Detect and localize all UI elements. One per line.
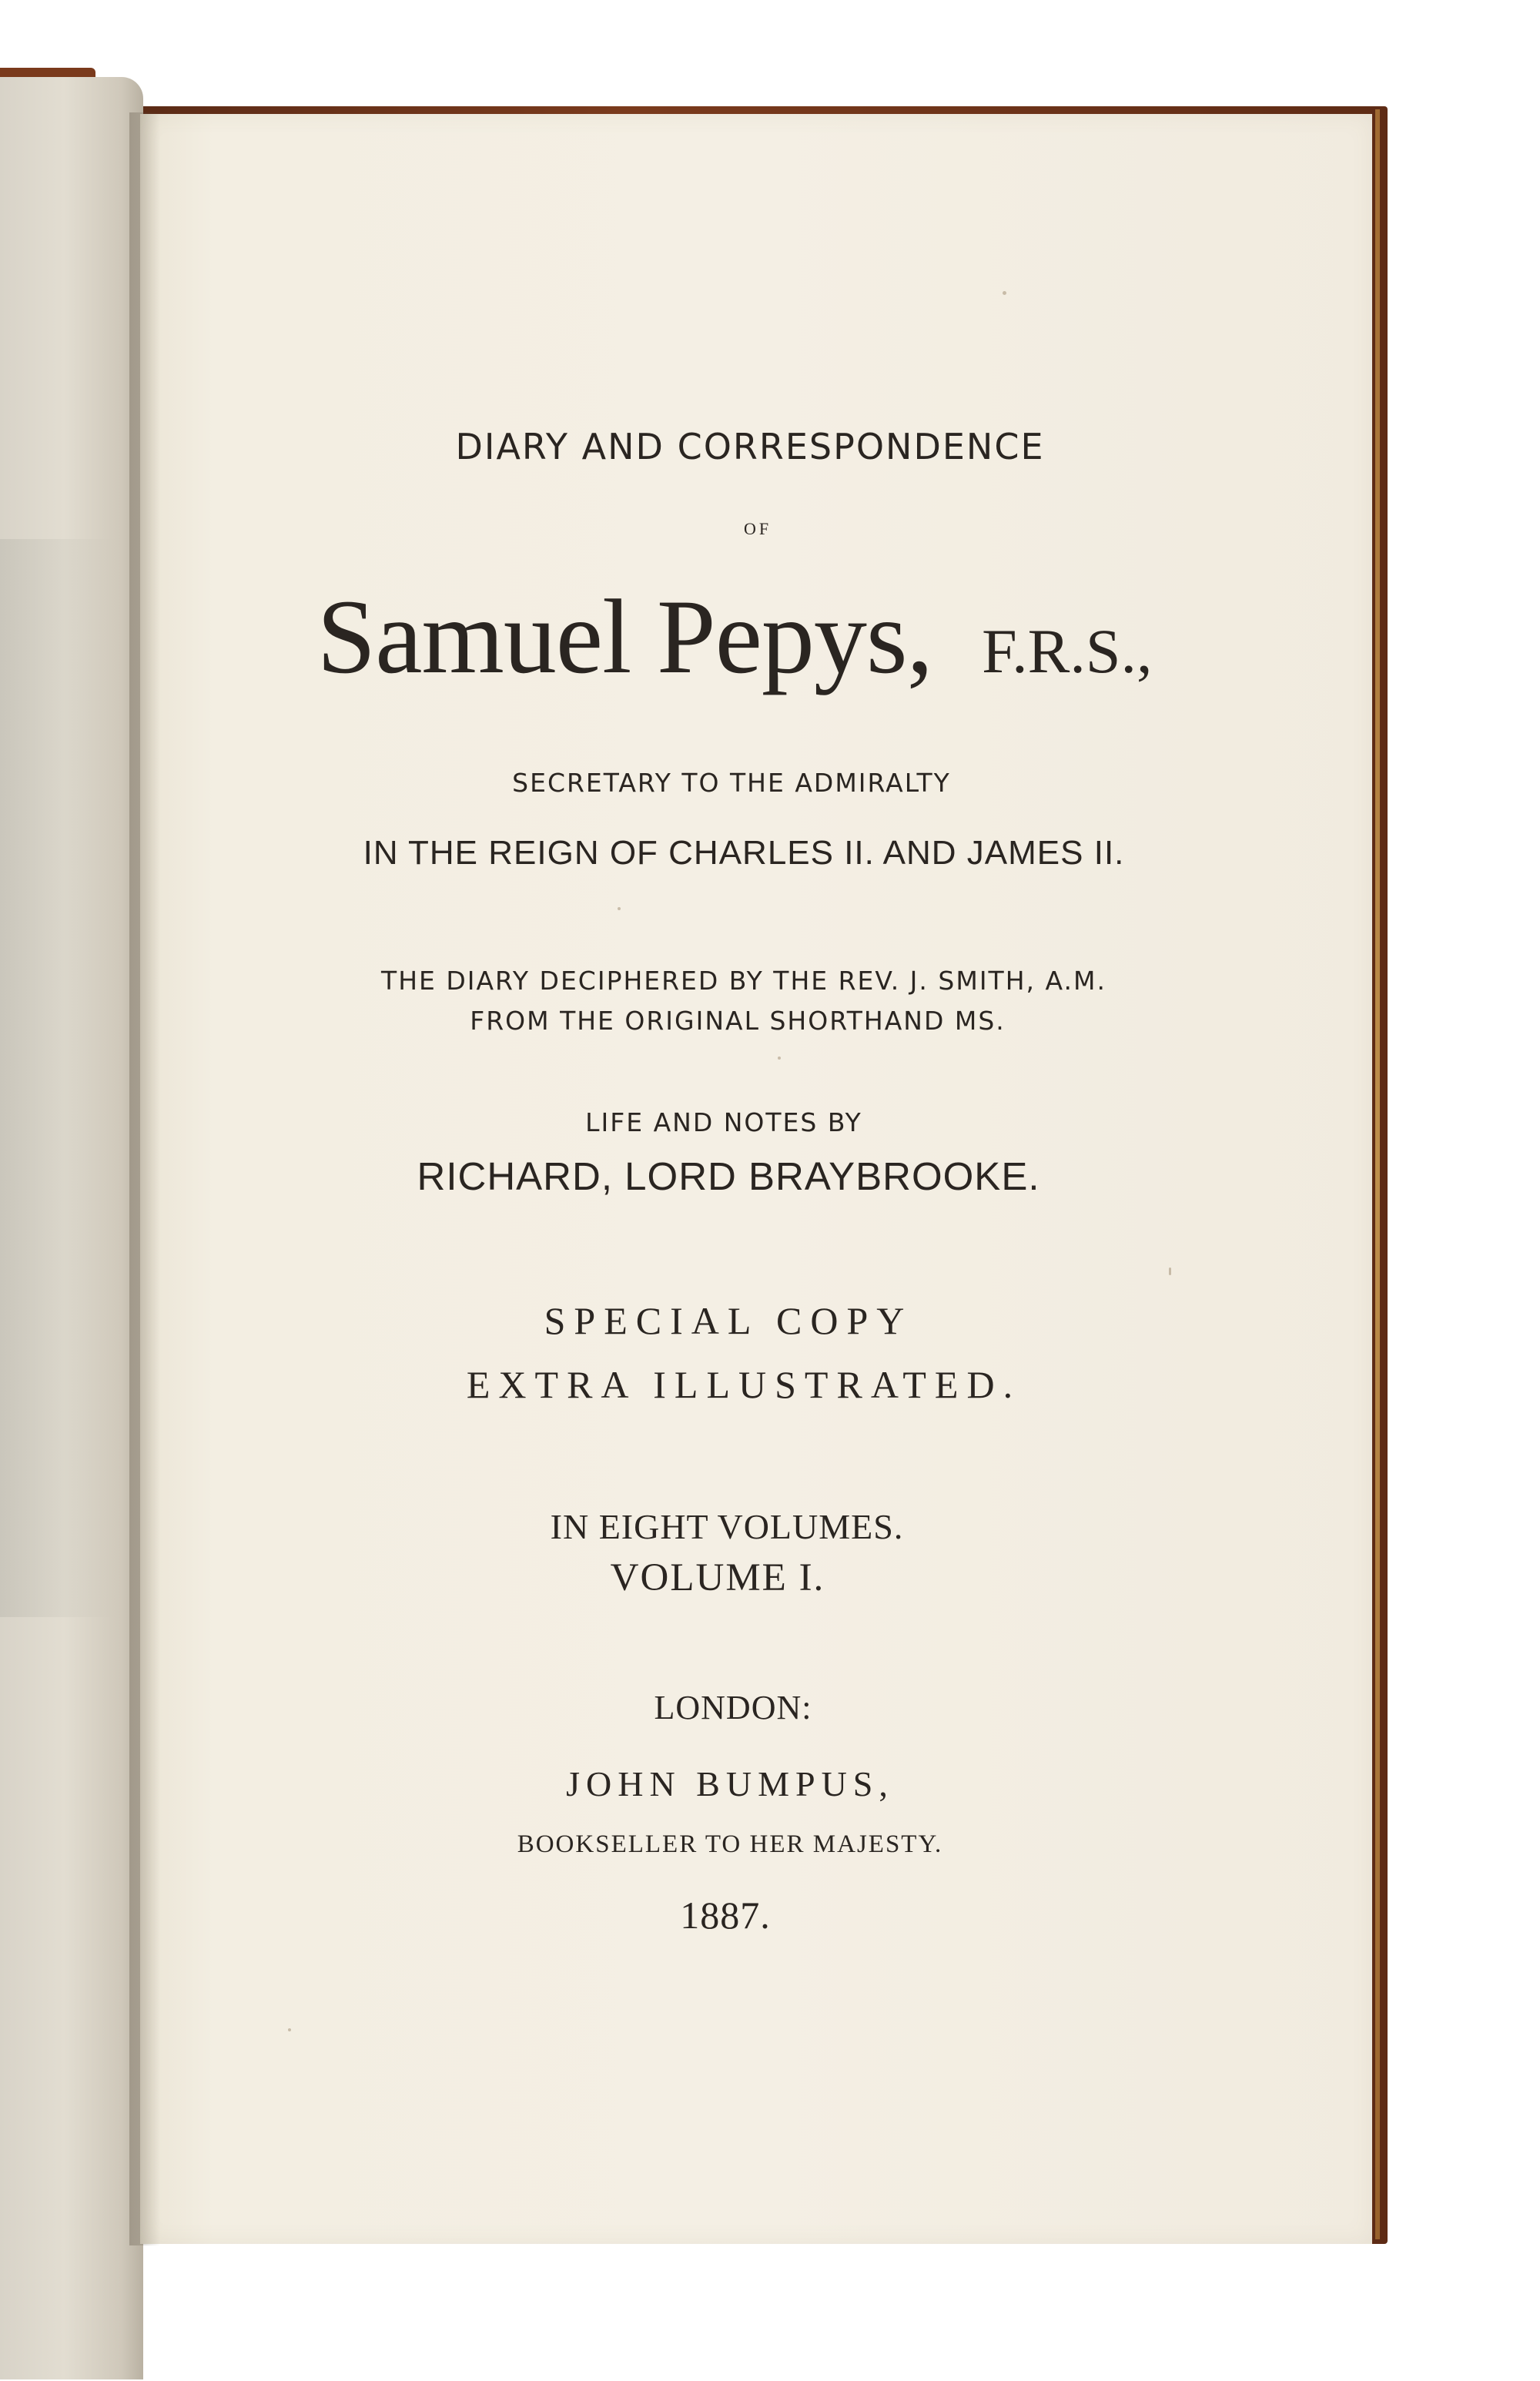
editor-line: RICHARD, LORD BRAYBROOKE.: [417, 1154, 1040, 1198]
cover-gilt-edge: [1375, 109, 1380, 2239]
paper-speck: [778, 1057, 781, 1060]
special-copy-line: SPECIAL COPY: [544, 1299, 913, 1342]
left-page-shade: [0, 539, 116, 1617]
shorthand-line: FROM THE ORIGINAL SHORTHAND MS.: [470, 1006, 1006, 1036]
author-suffix: F.R.S.,: [982, 616, 1153, 686]
author-name-line: [119, 578, 1351, 695]
extra-illustrated-line: EXTRA ILLUSTRATED.: [466, 1363, 1022, 1406]
title-line-diary: DIARY AND CORRESPONDENCE: [455, 426, 1045, 467]
place-line: LONDON:: [654, 1689, 812, 1726]
volumes-line: IN EIGHT VOLUMES.: [550, 1507, 904, 1546]
bookseller-line: BOOKSELLER TO HER MAJESTY.: [517, 1830, 943, 1858]
reign-line: IN THE REIGN OF CHARLES II. AND JAMES II.: [363, 834, 1125, 872]
year-line: 1887.: [680, 1894, 771, 1937]
volume-number-line: VOLUME I.: [610, 1556, 825, 1599]
paper-speck: [288, 2028, 291, 2031]
paper-speck: [1169, 1268, 1171, 1275]
secretary-line: SECRETARY TO THE ADMIRALTY: [512, 768, 951, 798]
title-page: [140, 114, 1372, 2244]
paper-speck: [618, 907, 621, 910]
page-gutter: [129, 112, 160, 2245]
life-notes-line: LIFE AND NOTES BY: [585, 1107, 862, 1137]
title-line-of: OF: [743, 519, 772, 538]
publisher-line: JOHN BUMPUS,: [566, 1764, 894, 1803]
author-name: Samuel Pepys,: [316, 578, 933, 695]
paper-speck: [1003, 291, 1006, 295]
deciphered-line: THE DIARY DECIPHERED BY THE REV. J. SMITH, A.M.: [381, 966, 1106, 996]
